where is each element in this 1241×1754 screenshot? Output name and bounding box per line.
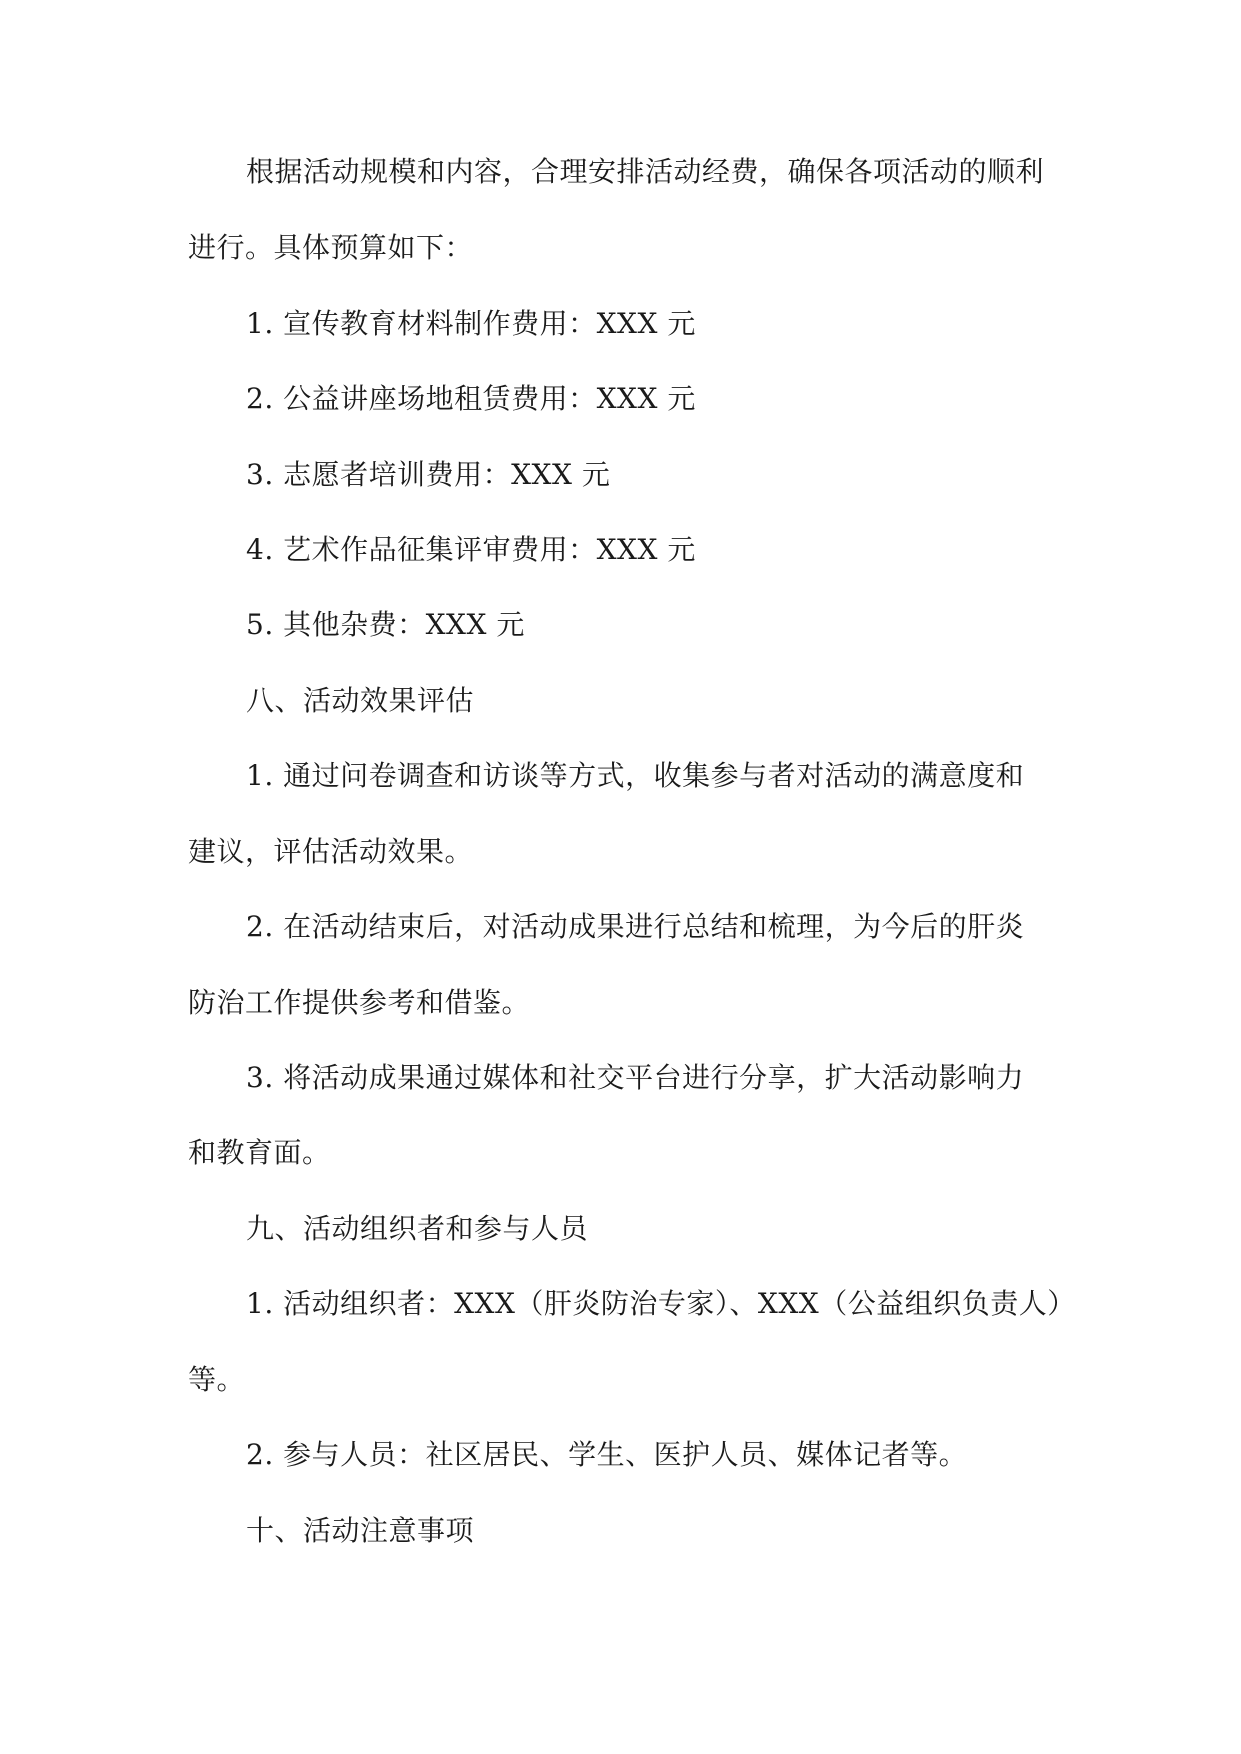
section-heading: 八、活动效果评估 <box>246 684 475 717</box>
paragraph-line: 和教育面。 <box>188 1136 331 1169</box>
list-item: 1. 活动组织者：XXX（肝炎防治专家）、XXX（公益组织负责人） <box>246 1287 1076 1320</box>
list-item: 3. 志愿者培训费用：XXX 元 <box>246 458 611 491</box>
list-item: 2. 在活动结束后，对活动成果进行总结和梳理，为今后的肝炎 <box>246 910 1025 943</box>
paragraph-line: 防治工作提供参考和借鉴。 <box>188 986 531 1019</box>
section-heading: 十、活动注意事项 <box>246 1514 475 1547</box>
list-item: 1. 通过问卷调查和访谈等方式，收集参与者对活动的满意度和 <box>246 759 1025 792</box>
paragraph-line: 进行。具体预算如下： <box>188 231 474 264</box>
list-item: 2. 公益讲座场地租赁费用：XXX 元 <box>246 382 696 415</box>
paragraph-line: 建议，评估活动效果。 <box>188 835 474 868</box>
section-heading: 九、活动组织者和参与人员 <box>246 1212 589 1245</box>
paragraph-line: 等。 <box>188 1363 246 1396</box>
list-item: 4. 艺术作品征集评审费用：XXX 元 <box>246 533 696 566</box>
paragraph-line: 根据活动规模和内容，合理安排活动经费，确保各项活动的顺利 <box>246 155 1045 188</box>
list-item: 5. 其他杂费：XXX 元 <box>246 608 525 641</box>
list-item: 2. 参与人员：社区居民、学生、医护人员、媒体记者等。 <box>246 1438 968 1471</box>
list-item: 3. 将活动成果通过媒体和社交平台进行分享，扩大活动影响力 <box>246 1061 1025 1094</box>
list-item: 1. 宣传教育材料制作费用：XXX 元 <box>246 307 696 340</box>
